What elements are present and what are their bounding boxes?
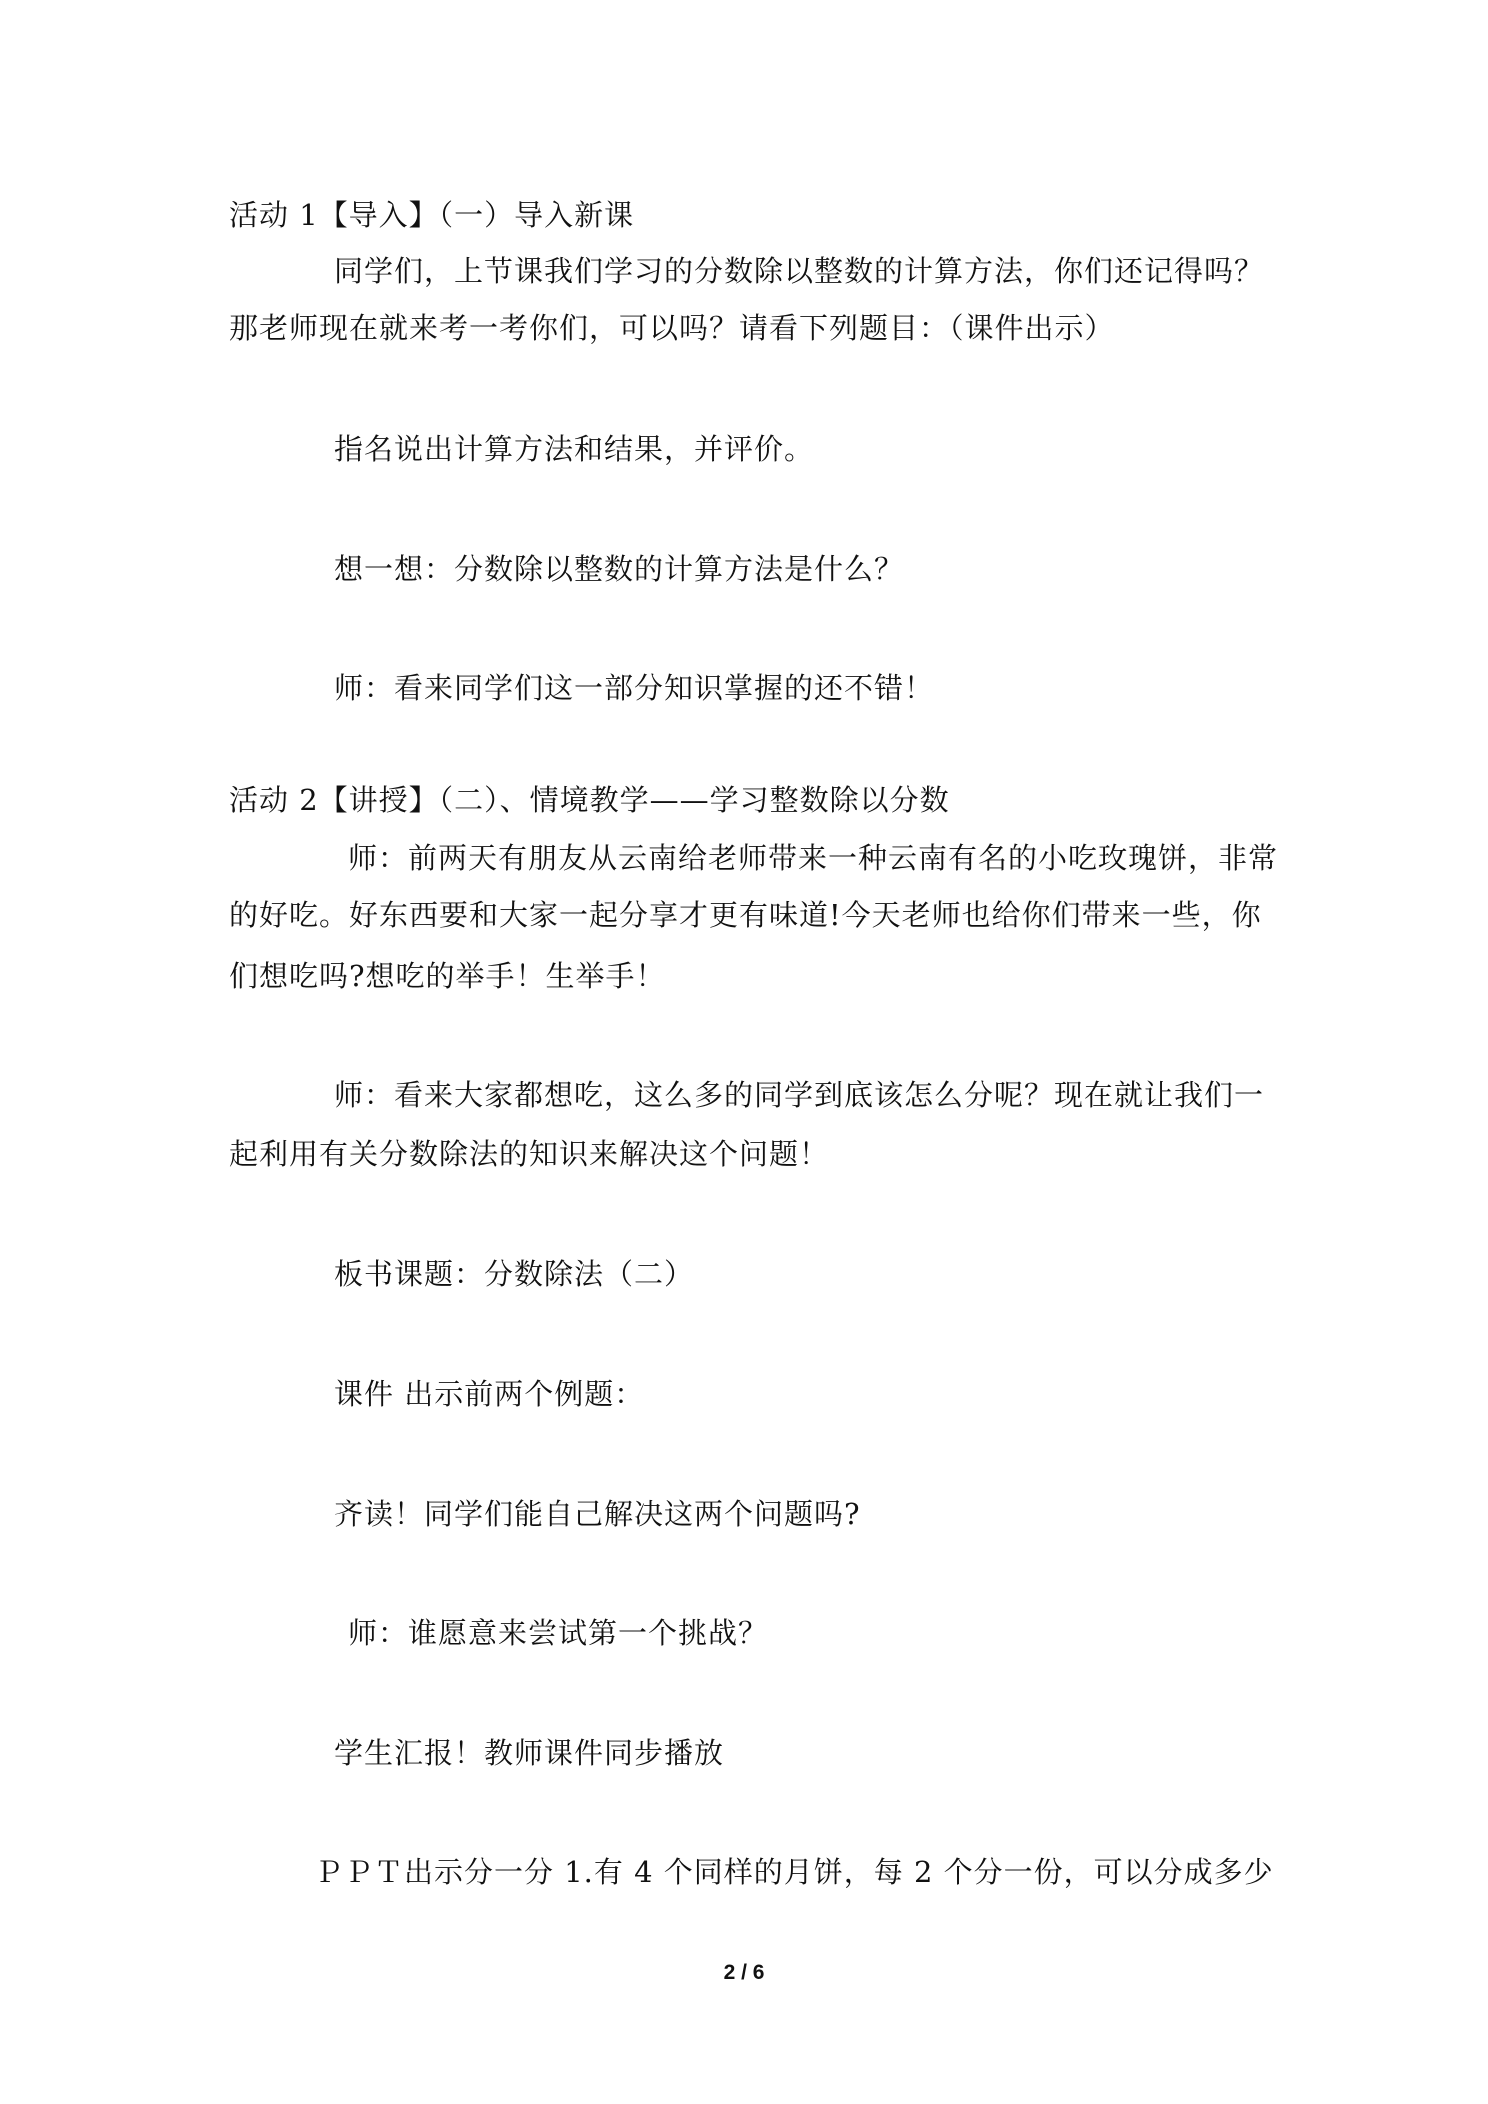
paragraph-line: 师：看来同学们这一部分知识掌握的还不错！	[334, 671, 935, 705]
paragraph-line: 指名说出计算方法和结果，并评价。	[334, 432, 815, 466]
paragraph-line: 的好吃。好东西要和大家一起分享才更有味道!今天老师也给你们带来一些，你	[229, 898, 1262, 932]
page-number: 2 / 6	[723, 1961, 765, 1984]
paragraph-line: 学生汇报！教师课件同步播放	[334, 1736, 725, 1770]
activity-1-heading: 活动 1【导入】（一）导入新课	[229, 198, 635, 232]
paragraph-line: 起利用有关分数除法的知识来解决这个问题！	[229, 1137, 830, 1171]
paragraph-line: 想一想：分数除以整数的计算方法是什么？	[334, 552, 905, 586]
paragraph-line: ＰＰＴ出示分一分 1.有 4 个同样的月饼，每 2 个分一份，可以分成多少	[314, 1855, 1274, 1889]
paragraph-line: 师：谁愿意来尝试第一个挑战？	[348, 1616, 769, 1650]
paragraph-line: 那老师现在就来考一考你们，可以吗？请看下列题目：（课件出示）	[229, 311, 1115, 345]
paragraph-line: 师：看来大家都想吃，这么多的同学到底该怎么分呢？现在就让我们一	[334, 1078, 1265, 1112]
paragraph-line: 齐读！同学们能自己解决这两个问题吗?	[334, 1497, 861, 1531]
activity-2-heading: 活动 2【讲授】（二）、情境教学——学习整数除以分数	[229, 783, 950, 817]
paragraph-line: 们想吃吗?想吃的举手！生举手！	[229, 959, 666, 993]
paragraph-line: 师：前两天有朋友从云南给老师带来一种云南有名的小吃玫瑰饼，非常	[348, 841, 1279, 875]
paragraph-line: 同学们，上节课我们学习的分数除以整数的计算方法，你们还记得吗？	[334, 254, 1265, 288]
paragraph-line: 课件 出示前两个例题：	[334, 1377, 645, 1411]
paragraph-line: 板书课题：分数除法（二）	[334, 1257, 695, 1291]
